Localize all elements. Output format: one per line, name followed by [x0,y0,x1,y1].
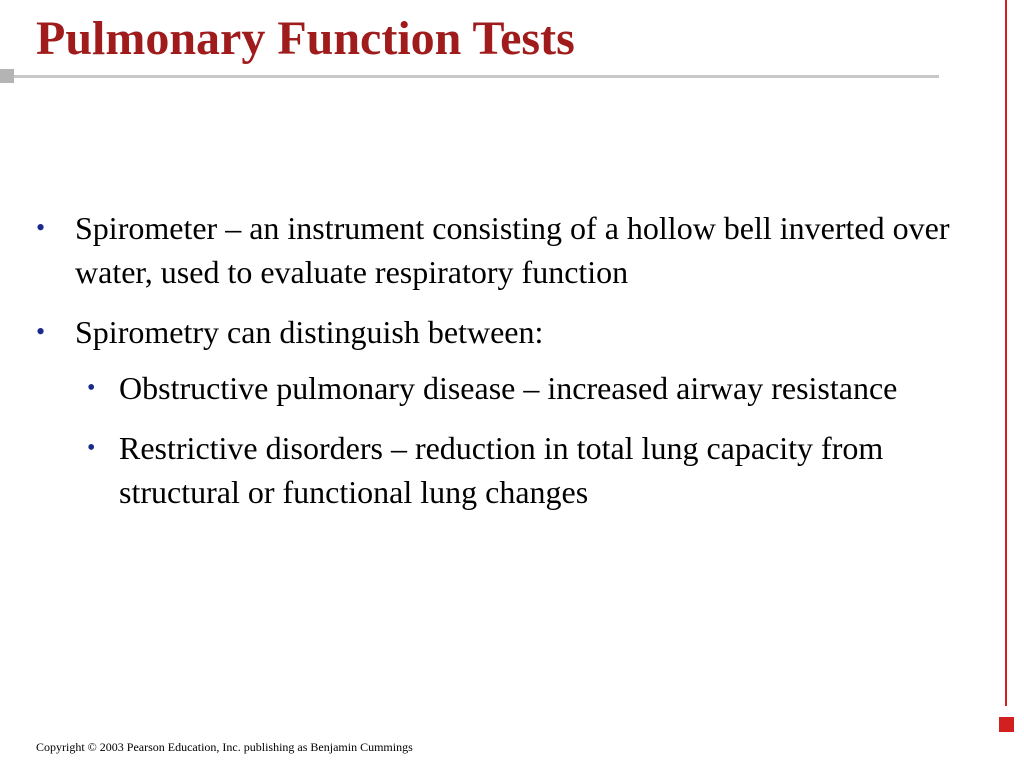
title-rule-marker [0,69,14,83]
bullet-item [30,206,980,294]
bullet-list [30,206,980,514]
bullet-text: Spirometry can distinguish between: [75,314,544,350]
sub-bullet-text: Restrictive disorders – reduction in total lung capacity from structural or functional lung changes [119,430,884,510]
sub-bullet-text: Obstructive pulmonary disease – increased airway resistance [119,370,898,406]
sub-bullet-list [75,366,980,514]
sub-bullet-item [75,366,980,410]
slide-title: Pulmonary Function Tests [36,12,575,65]
sub-bullet-item [75,426,980,514]
right-border-line [1005,0,1007,706]
right-border-marker [999,717,1014,732]
copyright-footer: Copyright © 2003 Pearson Education, Inc. publishing as Benjamin Cummings [36,740,413,754]
title-rule [14,75,939,78]
bullet-text: Spirometer – an instrument consisting of a hollow bell inverted over water, used to evaluate respiratory function [75,210,950,290]
slide-body [30,206,980,530]
bullet-item [30,310,980,514]
